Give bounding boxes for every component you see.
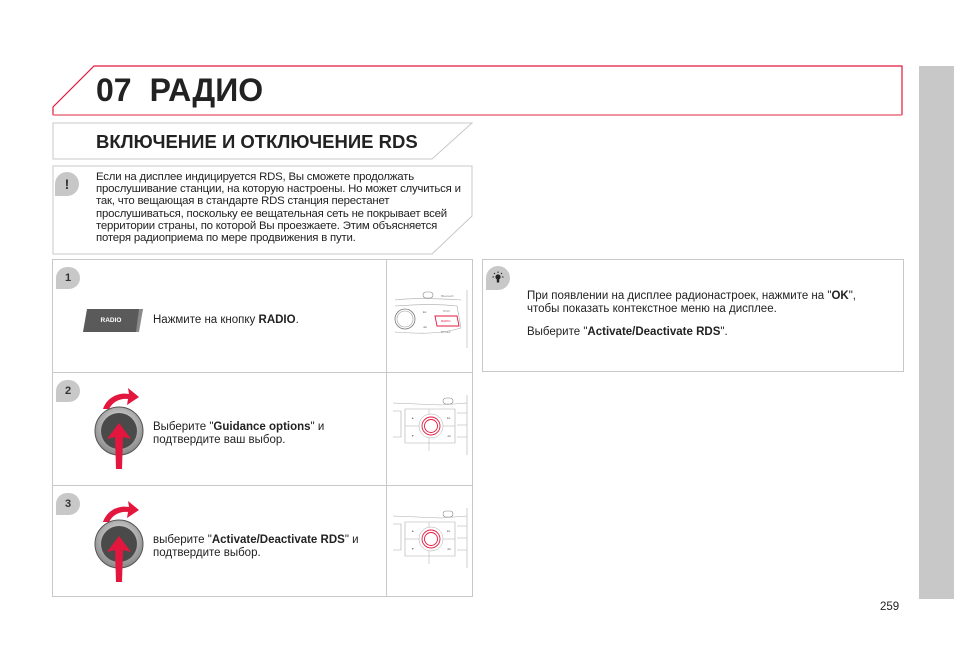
- svg-text:▸▸: ▸▸: [423, 310, 427, 314]
- column-divider: [386, 486, 387, 596]
- column-divider: [386, 373, 387, 485]
- step-instruction: выберите "Activate/Deactivate RDS" и подтвердите выбор.: [153, 534, 359, 559]
- svg-text:◂◂: ◂◂: [423, 325, 427, 329]
- step-instruction: Выберите "Guidance options" и подтвердите ваш выбор.: [153, 421, 325, 446]
- steps-table: [52, 259, 473, 597]
- svg-text:▲: ▲: [411, 529, 415, 533]
- svg-text:▼: ▼: [411, 434, 415, 438]
- chapter-side-tab: [919, 66, 954, 599]
- step-row-1: [53, 260, 472, 373]
- tip-text: [527, 290, 897, 349]
- section-title: ВКЛЮЧЕНИЕ И ОТКЛЮЧЕНИЕ RDS: [96, 131, 418, 152]
- svg-text:▲: ▲: [411, 416, 415, 420]
- lightbulb-icon: [486, 266, 510, 290]
- svg-text:▼: ▼: [411, 547, 415, 551]
- tip-box: [482, 259, 904, 372]
- step-number: 3: [56, 493, 80, 515]
- svg-text:◂◂: ◂◂: [447, 434, 451, 438]
- radio-panel-illustration: [391, 506, 469, 570]
- rotary-knob-icon: [91, 379, 151, 475]
- step-instruction: Нажмите на кнопку RADIO.: [153, 314, 299, 326]
- svg-text:DISC: DISC: [443, 309, 451, 313]
- column-divider: [386, 260, 387, 372]
- chapter-heading: [96, 72, 263, 109]
- svg-text:BLUEF: BLUEF: [441, 330, 451, 334]
- page-number: 259: [880, 601, 900, 613]
- radio-panel-illustration: [391, 288, 469, 350]
- step-row-3: [53, 486, 472, 596]
- svg-text:RADIO: RADIO: [441, 319, 451, 323]
- svg-text:RADIO: RADIO: [100, 317, 122, 324]
- svg-text:▸▸: ▸▸: [447, 529, 451, 533]
- exclamation-icon: !: [55, 172, 79, 196]
- svg-text:Bluetooth: Bluetooth: [441, 294, 454, 298]
- step-number: 2: [56, 380, 80, 402]
- chapter-title: РАДИО: [149, 72, 264, 108]
- tip-paragraph-2: Выберите "Activate/Deactivate RDS".: [527, 326, 728, 338]
- radio-button-icon: [83, 306, 145, 334]
- radio-panel-illustration: [391, 393, 469, 457]
- rotary-knob-icon: [91, 492, 151, 588]
- svg-text:◂◂: ◂◂: [447, 547, 451, 551]
- tip-paragraph-1: При появлении на дисплее радионастроек, нажмите на "OK", чтобы показать контекстное меню на дисплее.: [527, 290, 856, 315]
- svg-text:▸▸: ▸▸: [447, 416, 451, 420]
- step-row-2: [53, 373, 472, 486]
- step-number: 1: [56, 267, 80, 289]
- warning-text: Если на дисплее индицируется RDS, Вы сможете продолжать прослушивание станции, на которую настроены. Но может случиться и так, что вещающая в стандарте RDS станция перестанет прослушиваться, поскольку ее вещательная сеть не покрывает всей территории страны, по которой Вы проезжаете. Этим объясняется потеря радиоприема по мере продвижения в пути.: [96, 171, 461, 245]
- chapter-number: 07: [96, 72, 132, 108]
